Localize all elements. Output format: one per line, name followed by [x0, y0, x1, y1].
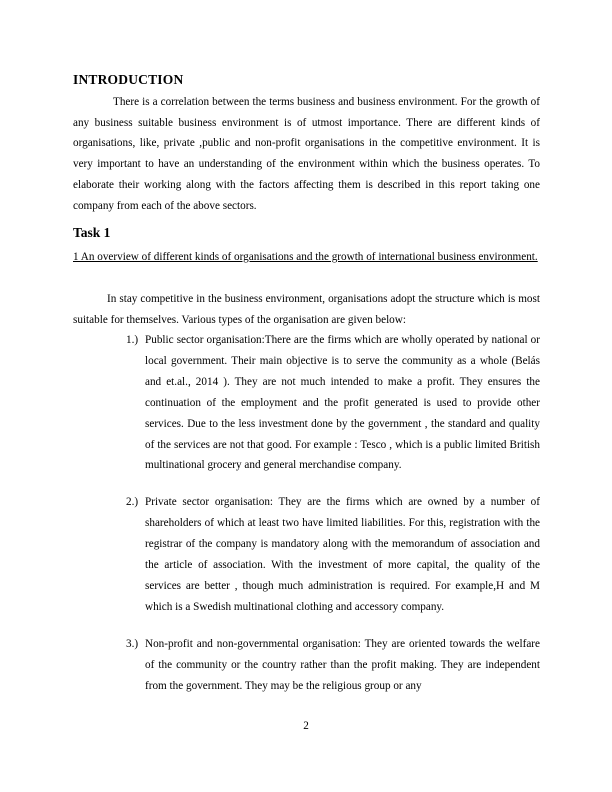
- list-item-text: Non-profit and non-governmental organisation: They are oriented towards the welfare of the community or the country rather than the profit making. They are independent from the government. They may be the religious group or any: [145, 637, 540, 692]
- introduction-paragraph: There is a correlation between the terms business and business environment. For the growth of any business suitable business environment is of utmost importance. There are different kinds of organisations, like, private ,public and non-profit organisations in the competitive environment. It is very important to have an understanding of the environment within which the business operates. To elaborate their working along with the factors affecting them is described in this report taking one company from each of the above sectors.: [73, 96, 540, 212]
- section-title: [73, 247, 540, 268]
- overview-paragraph: In stay competitive in the business environment, organisations adopt the structure which is most suitable for themselves. Various types of the organisation are given below:: [73, 293, 540, 326]
- list-item-number: 3.): [126, 637, 139, 650]
- task-1-heading: Task 1: [73, 225, 111, 240]
- list-item-number: 1.): [126, 334, 139, 346]
- list-item-text: Public sector organisation:There are the firms which are wholly operated by national or local government. Their main objective is to serve the community as a whole (Belás and et.al., 2014 ). They are not much intended to make a profit. They ensures the continuation of the employment and the profit generated is used to provide other services. Due to the less investment done by the government , the standard and quality of the services are not that good. For example : Tesco , which is a public limited British multinational grocery and general merchandise company.: [145, 334, 540, 472]
- list-item-text: Private sector organisation: They are the firms which are owned by a number of shareholders of which at least two have limited liabilities. For this, registration with the registrar of the company is mandatory along with the memorandum of association and the article of association. With the investment of more capital, the quality of the services are better , though much administration is required. For example,H and M which is a Swedish multinational clothing and accessory company.: [145, 496, 540, 613]
- section-title-text: 1 An overview of different kinds of organisations and the growth of international business environment.: [73, 251, 538, 263]
- page-number: 2: [303, 720, 309, 732]
- list-item: [73, 634, 540, 697]
- list-item-number: 2.): [126, 496, 139, 509]
- list-item: [73, 492, 540, 617]
- list-item: [73, 330, 540, 476]
- organisation-types-list: [73, 330, 540, 713]
- introduction-heading: INTRODUCTION: [73, 72, 184, 87]
